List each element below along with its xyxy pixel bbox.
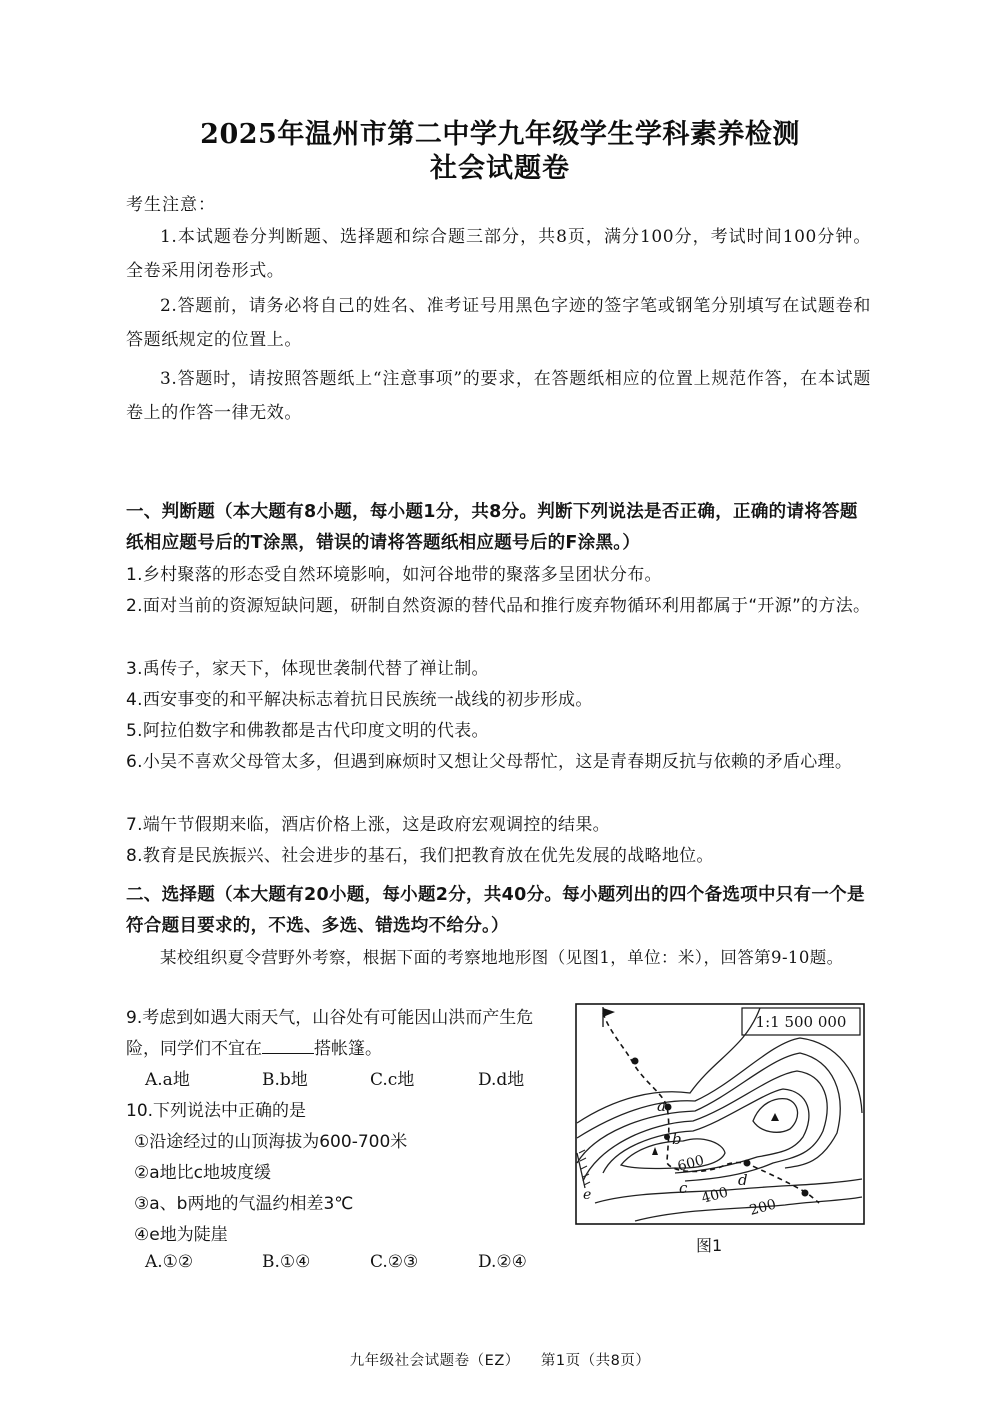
- statement-3: ③a、b两地的气温约相差3℃: [134, 1194, 354, 1214]
- section2-heading: 二、选择题（本大题有20小题，每小题2分，共40分。每小题列出的四个备选项中只有一个是符合题目要求的，不选、多选、错选均不给分。）: [126, 885, 865, 936]
- option-c: C.c地: [370, 1070, 415, 1090]
- question-9-stem-text: 9.考虑到如遇大雨天气，山谷处有可能因山洪而产生危险，同学们不宜在: [126, 1008, 534, 1059]
- option-d: D.②④: [478, 1252, 527, 1272]
- notes-heading: 考生注意：: [126, 195, 216, 215]
- point-b-marker: [664, 1134, 670, 1140]
- note-item: 2.答题前，请务必将自己的姓名、准考证号用黑色字迹的签字笔或钢笔分别填写在试题卷和答题纸规定的位置上。: [126, 296, 871, 350]
- exam-subtitle: 社会试题卷: [430, 153, 570, 184]
- map-scale: 1:1 500 000: [755, 1013, 847, 1031]
- footer-page-number: 第1页（共8页）: [540, 1353, 651, 1369]
- contour-label-400: 400: [699, 1184, 730, 1207]
- judge-question: 8.教育是民族振兴、社会进步的基石，我们把教育放在优先发展的战略地位。: [126, 846, 714, 866]
- option-b: B.b地: [262, 1070, 308, 1090]
- judge-question: 5.阿拉伯数字和佛教都是古代印度文明的代表。: [126, 721, 489, 741]
- figure-caption: 图1: [696, 1236, 723, 1255]
- exam-title: 2025年温州市第二中学九年级学生学科素养检测: [200, 119, 800, 150]
- page-footer: [0, 1349, 1000, 1370]
- judge-question: 1.乡村聚落的形态受自然环境影响，如河谷地带的聚落多呈团状分布。: [126, 565, 662, 585]
- option-a: A.a地: [145, 1070, 190, 1090]
- question-10-stem: 10.下列说法中正确的是: [126, 1101, 307, 1121]
- footer-paper-name: 九年级社会试题卷（EZ）: [349, 1353, 520, 1369]
- question-group-intro: 某校组织夏令营野外考察，根据下面的考察地地形图（见图1，单位：米），回答第9-10题。: [160, 948, 844, 967]
- label-a: a: [657, 1097, 666, 1115]
- statement-2: ②a地比c地坡度缓: [134, 1163, 272, 1183]
- route-point: [802, 1190, 809, 1197]
- judge-question: 6.小吴不喜欢父母管太多，但遇到麻烦时又想让父母帮忙，这是青春期反抗与依赖的矛盾心理。: [126, 752, 853, 772]
- note-item: 3.答题时，请按照答题纸上“注意事项”的要求，在答题纸相应的位置上规范作答，在本试题卷上的作答一律无效。: [126, 369, 871, 423]
- judge-question: 7.端午节假期来临，酒店价格上涨，这是政府宏观调控的结果。: [126, 815, 610, 835]
- judge-question: 3.禹传子，家天下，体现世袭制代替了禅让制。: [126, 659, 489, 679]
- point-d-marker: [744, 1160, 751, 1167]
- option-a: A.①②: [145, 1252, 194, 1272]
- statement-4: ④e地为陡崖: [134, 1225, 228, 1245]
- option-c: C.②③: [370, 1252, 419, 1272]
- label-d: d: [738, 1171, 748, 1189]
- label-c: c: [679, 1179, 688, 1197]
- route-point: [632, 1058, 639, 1065]
- option-d: D.d地: [478, 1070, 525, 1090]
- note-item: 1.本试题卷分判断题、选择题和综合题三部分，共8页，满分100分，考试时间100分钟。全卷采用闭卷形式。: [126, 227, 871, 281]
- option-b: B.①④: [262, 1252, 311, 1272]
- question-9-stem-end: 搭帐篷。: [314, 1039, 382, 1059]
- contour-label-600: 600: [675, 1152, 706, 1175]
- contour-label-200: 200: [747, 1196, 778, 1219]
- label-e: e: [583, 1187, 592, 1203]
- statement-1: ①沿途经过的山顶海拔为600-700米: [134, 1132, 408, 1152]
- judge-question: 4.西安事变的和平解决标志着抗日民族统一战线的初步形成。: [126, 690, 593, 710]
- question-9-stem: [126, 1003, 566, 1065]
- judge-question: 2.面对当前的资源短缺问题，研制自然资源的替代品和推行废弃物循环利用都属于“开源”的方法。: [126, 596, 871, 616]
- label-b: b: [672, 1130, 682, 1148]
- topographic-map: [575, 1003, 865, 1225]
- section1-heading: 一、判断题（本大题有8小题，每小题1分，共8分。判断下列说法是否正确，正确的请将答题纸相应题号后的T涂黑，错误的请将答题纸相应题号后的F涂黑。）: [126, 502, 858, 553]
- answer-blank: [262, 1035, 314, 1054]
